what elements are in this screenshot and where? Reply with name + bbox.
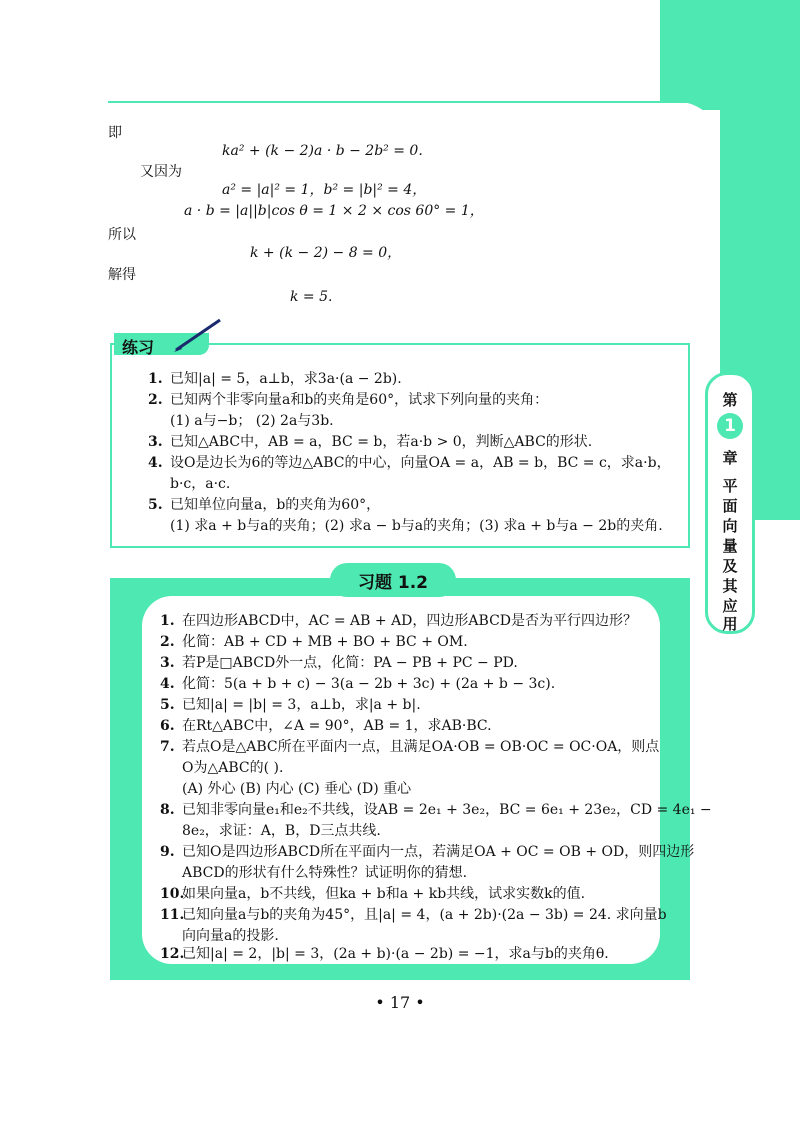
- homework-item: 9. 已知O是四边形ABCD所在平面内一点，若满足OA + OC = OB + OD，则四边形: [160, 844, 695, 860]
- derivation-formula: k = 5.: [290, 289, 333, 305]
- exercise-item: 4. 设O是边长为6的等边△ABC的中心，向量OA = a，AB = b，BC = c，求a·b，: [148, 455, 671, 471]
- chapter-prefix: 第: [722, 391, 738, 409]
- top-color-band: [660, 0, 800, 110]
- chapter-title-char: 量: [722, 537, 738, 555]
- chapter-title-char: 其: [722, 577, 738, 595]
- homework-item: 3. 若P是□ABCD外一点，化简：PA − PB + PC − PD.: [160, 655, 518, 671]
- homework-item: 1. 在四边形ABCD中，AC = AB + AD，四边形ABCD是否为平行四边形？: [160, 613, 638, 629]
- exercise-item: b·c，a·c.: [170, 476, 231, 492]
- chapter-tab: [705, 372, 755, 634]
- derivation-line: 解得: [108, 267, 136, 283]
- page-number: • 17 •: [375, 993, 425, 1012]
- chapter-title-char: 用: [722, 615, 738, 633]
- homework-item: 5. 已知|a| = |b| = 3，a⊥b，求|a + b|.: [160, 697, 421, 713]
- derivation-formula: a² = |a|² = 1，b² = |b|² = 4，: [222, 182, 427, 198]
- exercise-item: (1) 求a + b与a的夹角；(2) 求a − b与a的夹角；(3) 求a + b与a − 2b的夹角.: [170, 518, 663, 534]
- homework-item: 7. 若点O是△ABC所在平面内一点，且满足OA·OB = OB·OC = OC·OA，则点: [160, 739, 660, 755]
- chapter-suffix: 章: [722, 449, 738, 467]
- exercise-item: 1. 已知|a| = 5，a⊥b，求3a·(a − 2b).: [148, 371, 402, 387]
- top-rule: [108, 101, 708, 103]
- homework-title: 习题 1.2: [357, 573, 429, 593]
- homework-item: 向向量a的投影.: [182, 928, 279, 944]
- homework-item: 4. 化简：5(a + b + c) − 3(a − 2b + 3c) + (2a + b − 3c).: [160, 676, 556, 692]
- chapter-title-char: 应: [722, 597, 738, 615]
- exercise-title: 练习: [122, 338, 155, 357]
- derivation-formula: k + (k − 2) − 8 = 0，: [250, 245, 402, 261]
- homework-item: 8. 已知非零向量e₁和e₂不共线，设AB = 2e₁ + 3e₂，BC = 6e₁ + 23e₂，CD = 4e₁ −: [160, 802, 712, 818]
- homework-item: (A) 外心 (B) 内心 (C) 垂心 (D) 重心: [182, 781, 412, 797]
- chapter-title-char: 及: [722, 557, 738, 575]
- derivation-line: 即: [108, 125, 122, 141]
- exercise-item: 3. 已知△ABC中，AB = a，BC = b，若a·b > 0，判断△ABC的形状.: [148, 434, 593, 450]
- exercise-item: (1) a与−b； (2) 2a与3b.: [170, 413, 334, 429]
- chapter-number: 1: [717, 413, 743, 439]
- chapter-title-char: 面: [722, 497, 738, 515]
- exercise-item: 5. 已知单位向量a，b的夹角为60°，: [148, 497, 381, 513]
- derivation-line: 又因为: [140, 164, 182, 180]
- derivation-formula: ka² + (k − 2)a · b − 2b² = 0.: [222, 143, 423, 159]
- homework-item: 11.已知向量a与b的夹角为45°，且|a| = 4，(a + 2b)·(2a − 3b) = 24. 求向量b: [160, 907, 667, 923]
- derivation-line: 所以: [108, 227, 136, 243]
- chapter-title-char: 向: [722, 517, 738, 535]
- homework-item: O为△ABC的( ).: [182, 760, 284, 776]
- derivation-formula: a · b = |a||b|cos θ = 1 × 2 × cos 60° = 1，: [184, 203, 484, 219]
- homework-item: 12.已知|a| = 2，|b| = 3，(2a + b)·(a − 2b) = −1，求a与b的夹角θ.: [160, 946, 609, 962]
- pen-icon: [168, 316, 224, 356]
- homework-item: 6. 在Rt△ABC中，∠A = 90°，AB = 1，求AB·BC.: [160, 718, 492, 734]
- homework-item: 2. 化简：AB + CD + MB + BO + BC + OM.: [160, 634, 468, 650]
- homework-item: 10.如果向量a，b不共线，但ka + b和a + kb共线，试求实数k的值.: [160, 886, 586, 902]
- page-corner-curve: [660, 102, 720, 162]
- homework-item: ABCD的形状有什么特殊性？试证明你的猜想.: [182, 865, 468, 881]
- homework-item: 8e₂，求证：A，B，D三点共线.: [182, 823, 381, 839]
- chapter-title-char: 平: [722, 477, 738, 495]
- exercise-item: 2. 已知两个非零向量a和b的夹角是60°，试求下列向量的夹角：: [148, 392, 549, 408]
